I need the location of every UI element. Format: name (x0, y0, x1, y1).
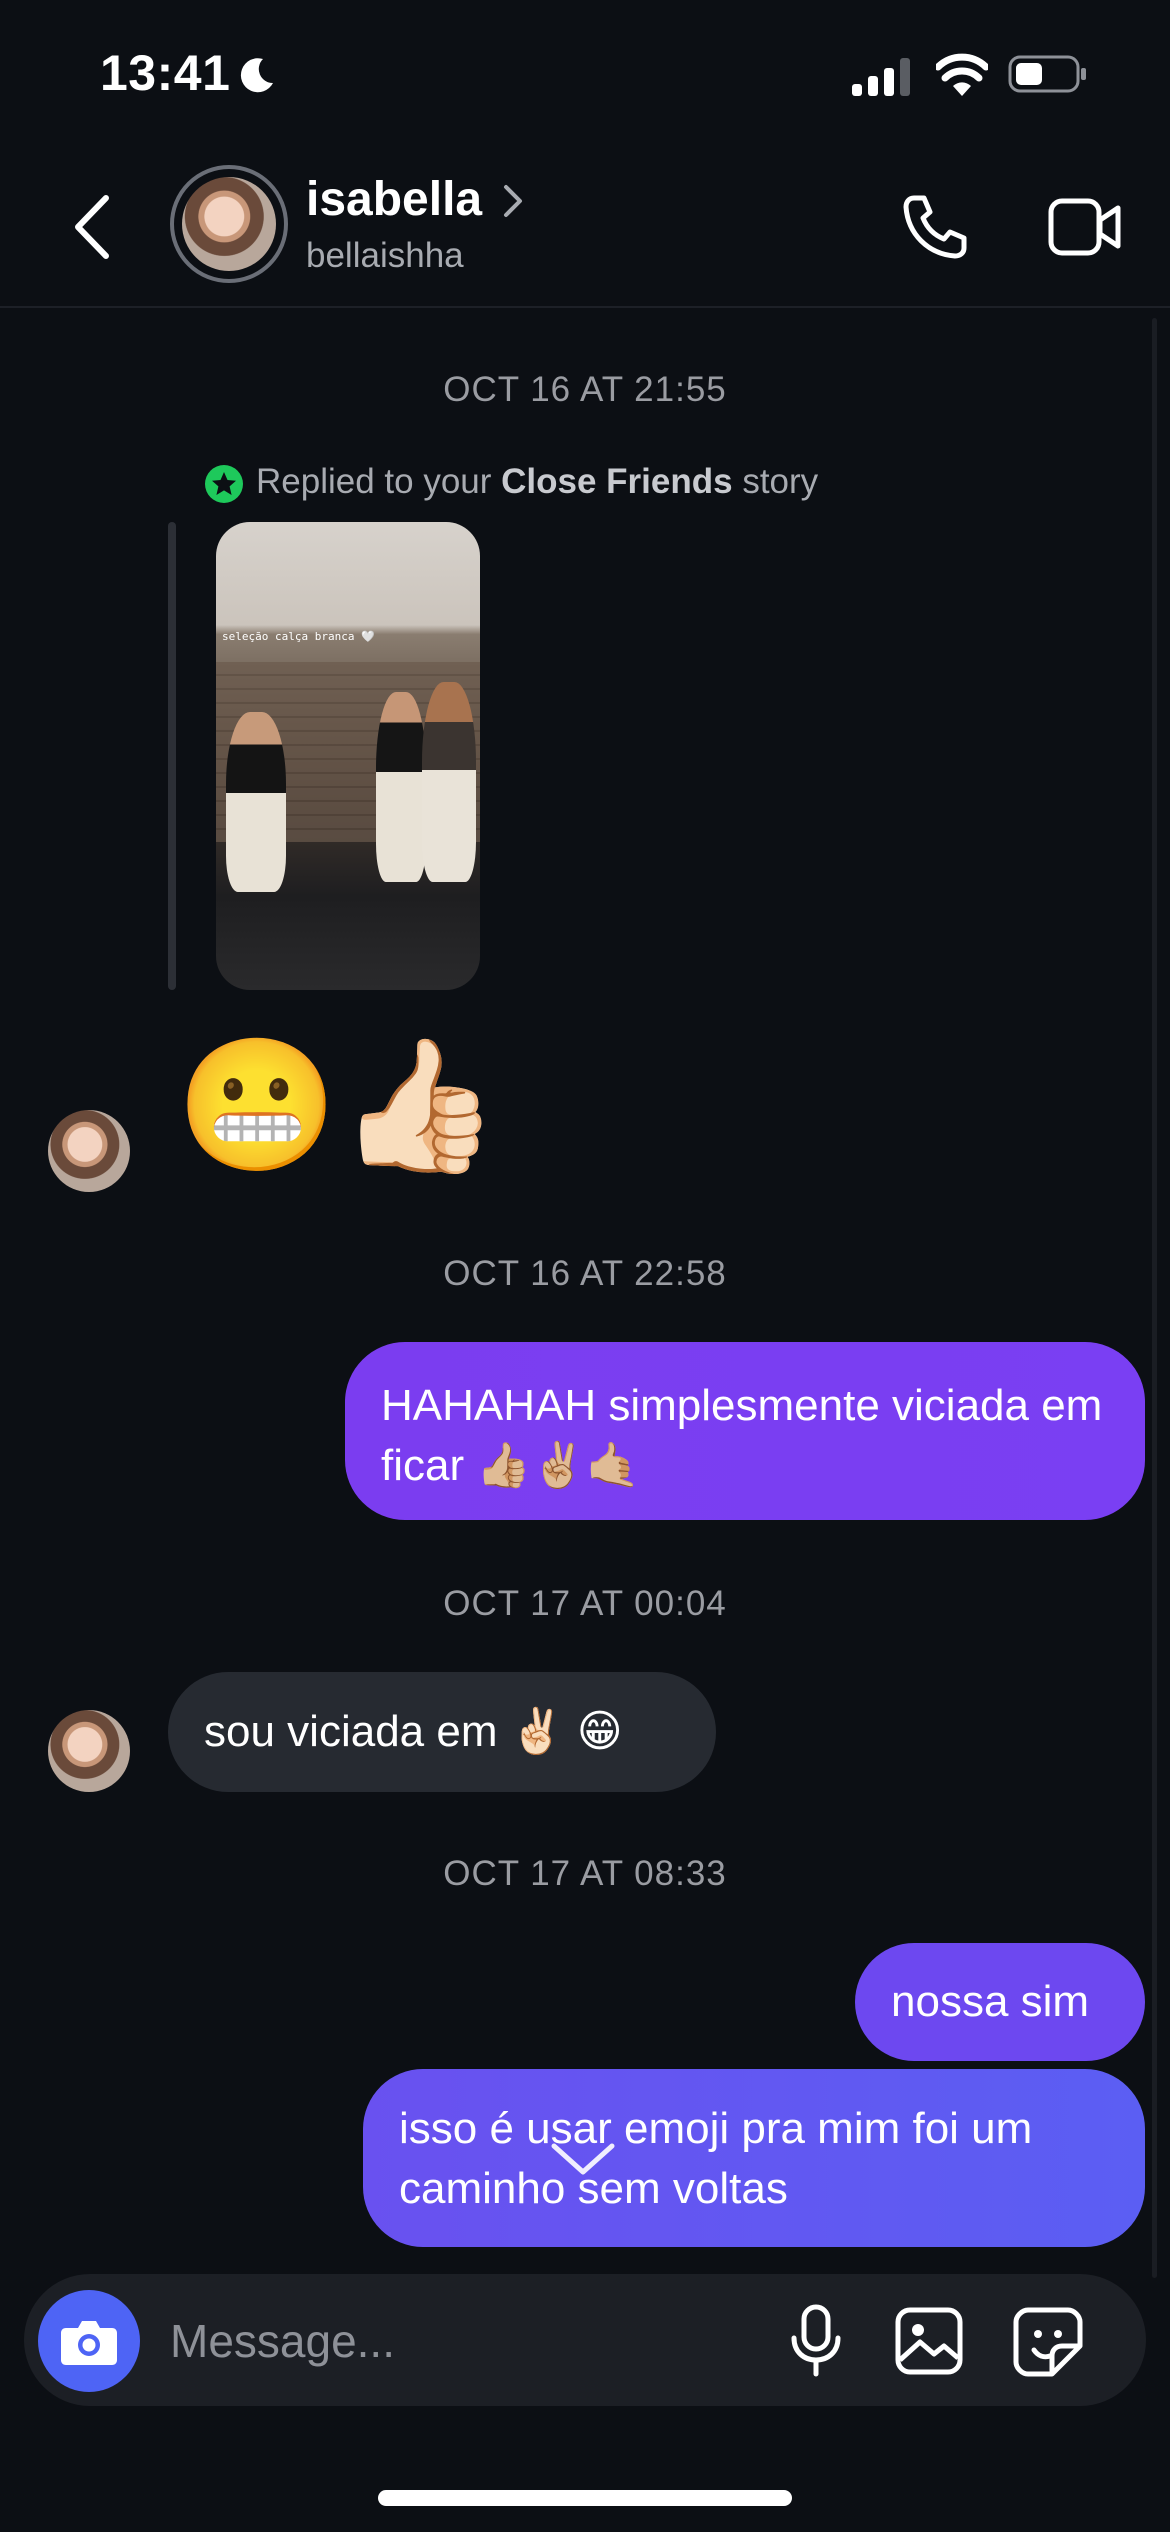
home-indicator[interactable] (378, 2490, 792, 2506)
battery-icon (1008, 55, 1088, 93)
emoji-message[interactable]: 😬👍🏻 (176, 1032, 500, 1178)
timestamp: OCT 16 AT 21:55 (443, 370, 727, 409)
story-caption: seleção calça branca 🤍 (222, 630, 375, 643)
gallery-icon[interactable] (894, 2306, 964, 2376)
back-chevron-icon[interactable] (68, 192, 118, 262)
avatar[interactable] (48, 1110, 130, 1192)
story-reply-label: Replied to your Close Friends story (256, 462, 819, 501)
reply-indicator-bar (168, 522, 176, 990)
avatar[interactable] (48, 1710, 130, 1792)
chevron-right-icon[interactable] (500, 183, 526, 219)
close-friends-star-icon (204, 464, 244, 504)
story-figure (376, 692, 426, 882)
message-input[interactable] (168, 2300, 732, 2382)
timestamp: OCT 17 AT 08:33 (443, 1854, 727, 1893)
story-figure (226, 712, 286, 892)
cellular-signal-icon (852, 56, 910, 96)
moon-icon (237, 55, 277, 95)
video-call-icon[interactable] (1048, 196, 1122, 258)
header-divider (0, 306, 1170, 308)
story-thumbnail[interactable] (216, 522, 480, 990)
microphone-icon[interactable] (786, 2304, 846, 2378)
phone-call-icon[interactable] (900, 192, 970, 262)
scrollbar[interactable] (1152, 318, 1157, 2278)
wifi-icon (936, 52, 988, 98)
chevron-down-icon[interactable] (548, 2138, 618, 2180)
outgoing-message[interactable]: HAHAHAH simplesmente viciada em ficar 👍🏼✌🏼🤙🏼 (345, 1342, 1145, 1520)
contact-username[interactable]: bellaishha (306, 236, 464, 275)
sticker-icon[interactable] (1012, 2306, 1084, 2378)
camera-icon[interactable] (60, 2314, 118, 2368)
incoming-message[interactable]: sou viciada em ✌🏻 😁 (168, 1672, 716, 1792)
status-time: 13:41 (100, 45, 231, 101)
timestamp: OCT 16 AT 22:58 (443, 1254, 727, 1293)
outgoing-message[interactable]: isso é usar emoji pra mim foi um caminho sem voltas (363, 2069, 1145, 2247)
story-figure (422, 682, 476, 882)
outgoing-message[interactable]: nossa sim (855, 1943, 1145, 2061)
contact-name[interactable]: isabella (306, 173, 483, 226)
avatar[interactable] (182, 177, 276, 271)
timestamp: OCT 17 AT 00:04 (443, 1584, 727, 1623)
